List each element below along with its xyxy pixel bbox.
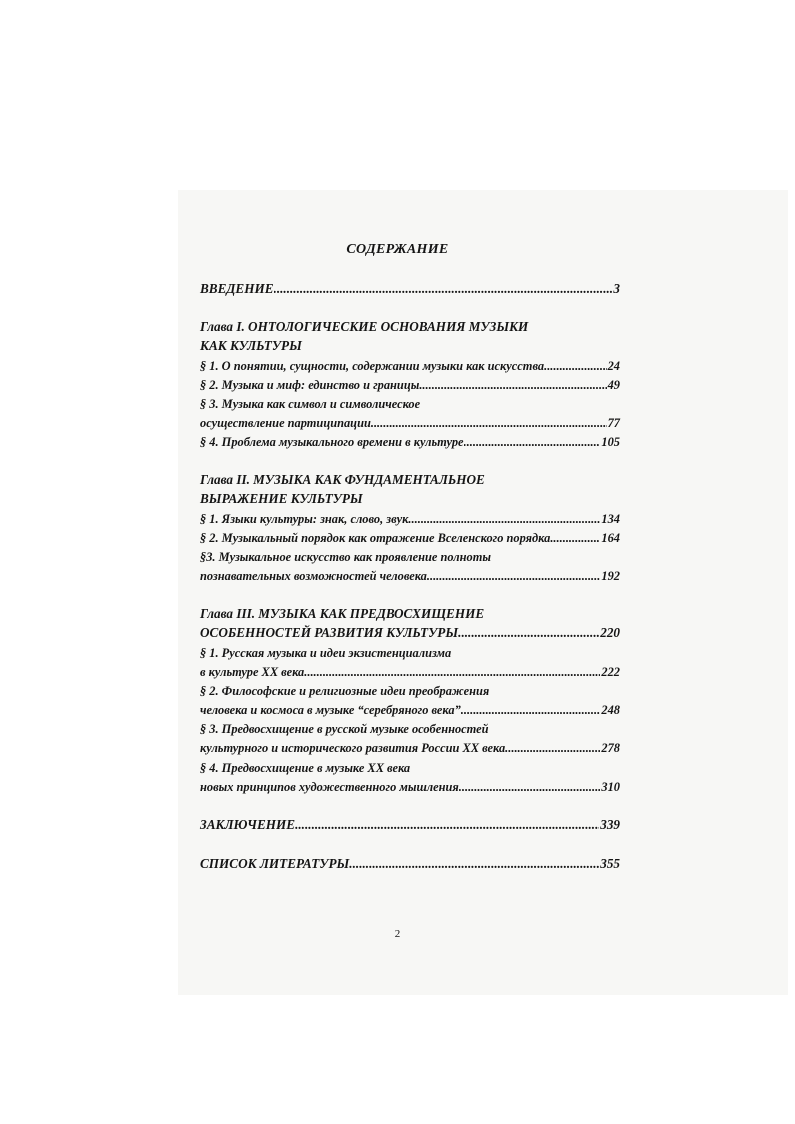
toc-entry-ch1-s2 — [200, 377, 620, 393]
toc-entry-ch3-s1-title: § 1. Русская музыка и идеи экзистенциализма — [200, 646, 452, 660]
toc-heading: СОДЕРЖАНИЕ — [346, 242, 449, 257]
dot-leader — [544, 358, 607, 374]
dot-leader — [371, 415, 607, 431]
toc-entry-label: новых принципов художественного мышления — [200, 780, 459, 794]
dot-leader — [427, 568, 601, 584]
toc-entry-page: 192 — [601, 569, 620, 583]
chapter-1-title: Глава I. ОНТОЛОГИЧЕСКИЕ ОСНОВАНИЯ МУЗЫКИ — [200, 319, 529, 334]
toc-entry-ch3-s1 — [200, 664, 620, 680]
dot-leader — [461, 702, 601, 718]
toc-entry-ch2-s2 — [200, 530, 620, 546]
chapter-3-title-cont — [200, 625, 620, 641]
dot-leader — [295, 817, 599, 833]
page-number: 2 — [394, 928, 401, 940]
toc-entry-ch1-s4 — [200, 434, 620, 450]
toc-entry-ch2-s3-title: §3. Музыкальное искусство как проявление полноты — [200, 550, 491, 564]
toc-entry-ch3-s2 — [200, 702, 620, 718]
dot-leader — [459, 779, 601, 795]
toc-entry-page: 49 — [607, 378, 620, 392]
toc-entry-page: 222 — [601, 665, 620, 679]
toc-entry-ch3-s4-title: § 4. Предвосхищение в музыке XX века — [200, 761, 411, 775]
toc-entry-ch2-s3 — [200, 568, 620, 584]
toc-entry-ch3-s3-title: § 3. Предвосхищение в русской музыке особенностей — [200, 722, 489, 736]
toc-entry-page: 248 — [601, 703, 620, 717]
chapter-3-title: Глава III. МУЗЫКА КАК ПРЕДВОСХИЩЕНИЕ — [200, 606, 485, 621]
toc-entry-label: § 2. Музыкальный порядок как отражение Вселенского порядка — [200, 531, 551, 545]
dot-leader — [349, 856, 599, 872]
toc-entry-ch3-s2-title: § 2. Философские и религиозные идеи преображения — [200, 684, 490, 698]
dot-leader — [464, 434, 601, 450]
toc-entry-page: 355 — [600, 856, 620, 871]
toc-entry-page: 278 — [601, 741, 620, 755]
toc-entry-label: культурного и исторического развития России XX века — [200, 741, 506, 755]
toc-entry-label: ОСОБЕННОСТЕЙ РАЗВИТИЯ КУЛЬТУРЫ — [200, 625, 459, 640]
dot-leader — [274, 281, 613, 297]
toc-entry-label: § 2. Музыка и миф: единство и границы — [200, 378, 420, 392]
toc-entry-page: 134 — [601, 512, 620, 526]
dot-leader — [458, 625, 599, 641]
toc-entry-page: 164 — [601, 531, 620, 545]
toc-entry-label: в культуре XX века — [200, 665, 305, 679]
chapter-2-title: Глава II. МУЗЫКА КАК ФУНДАМЕНТАЛЬНОЕ — [200, 472, 485, 487]
toc-entry-label: ВВЕДЕНИЕ — [200, 281, 274, 296]
toc-entry-label: § 4. Проблема музыкального времени в культуре — [200, 435, 464, 449]
dot-leader — [408, 511, 600, 527]
toc-entry-ch2-s1 — [200, 511, 620, 527]
dot-leader — [550, 530, 600, 546]
toc-entry-page: 105 — [601, 435, 620, 449]
toc-entry-label: человека и космоса в музыке “серебряного века” — [200, 703, 461, 717]
toc-entry-ch3-s3 — [200, 740, 620, 756]
dot-leader — [304, 664, 600, 680]
toc-entry-label: познавательных возможностей человека — [200, 569, 427, 583]
toc-entry-intro — [200, 281, 620, 297]
toc-entry-ch1-s3-title: § 3. Музыка как символ и символическое — [200, 397, 421, 411]
toc-entry-page: 339 — [600, 817, 620, 832]
toc-entry-label: § 1. О понятии, сущности, содержании музыки как искусства — [200, 359, 545, 373]
chapter-2-title-cont: ВЫРАЖЕНИЕ КУЛЬТУРЫ — [200, 491, 363, 506]
toc-entry-page: 310 — [601, 780, 620, 794]
toc-entry-ch1-s1 — [200, 358, 620, 374]
toc-entry-page: 220 — [600, 625, 620, 640]
dot-leader — [505, 740, 600, 756]
toc-entry-label: § 1. Языки культуры: знак, слово, звук — [200, 512, 409, 526]
toc-entry-page: 77 — [607, 416, 620, 430]
toc-entry-page: 24 — [607, 359, 620, 373]
toc-entry-conclusion — [200, 817, 620, 833]
toc-entry-bibliography — [200, 856, 620, 872]
toc-entry-ch1-s3 — [200, 415, 620, 431]
chapter-1-title-cont: КАК КУЛЬТУРЫ — [200, 338, 302, 353]
toc-entry-label: СПИСОК ЛИТЕРАТУРЫ — [200, 856, 350, 871]
toc-entry-label: ЗАКЛЮЧЕНИЕ — [200, 817, 296, 832]
dot-leader — [419, 377, 606, 393]
toc-entry-label: осуществление партиципации — [200, 416, 371, 430]
toc-entry-ch3-s4 — [200, 779, 620, 795]
toc-entry-page: 3 — [613, 281, 620, 296]
